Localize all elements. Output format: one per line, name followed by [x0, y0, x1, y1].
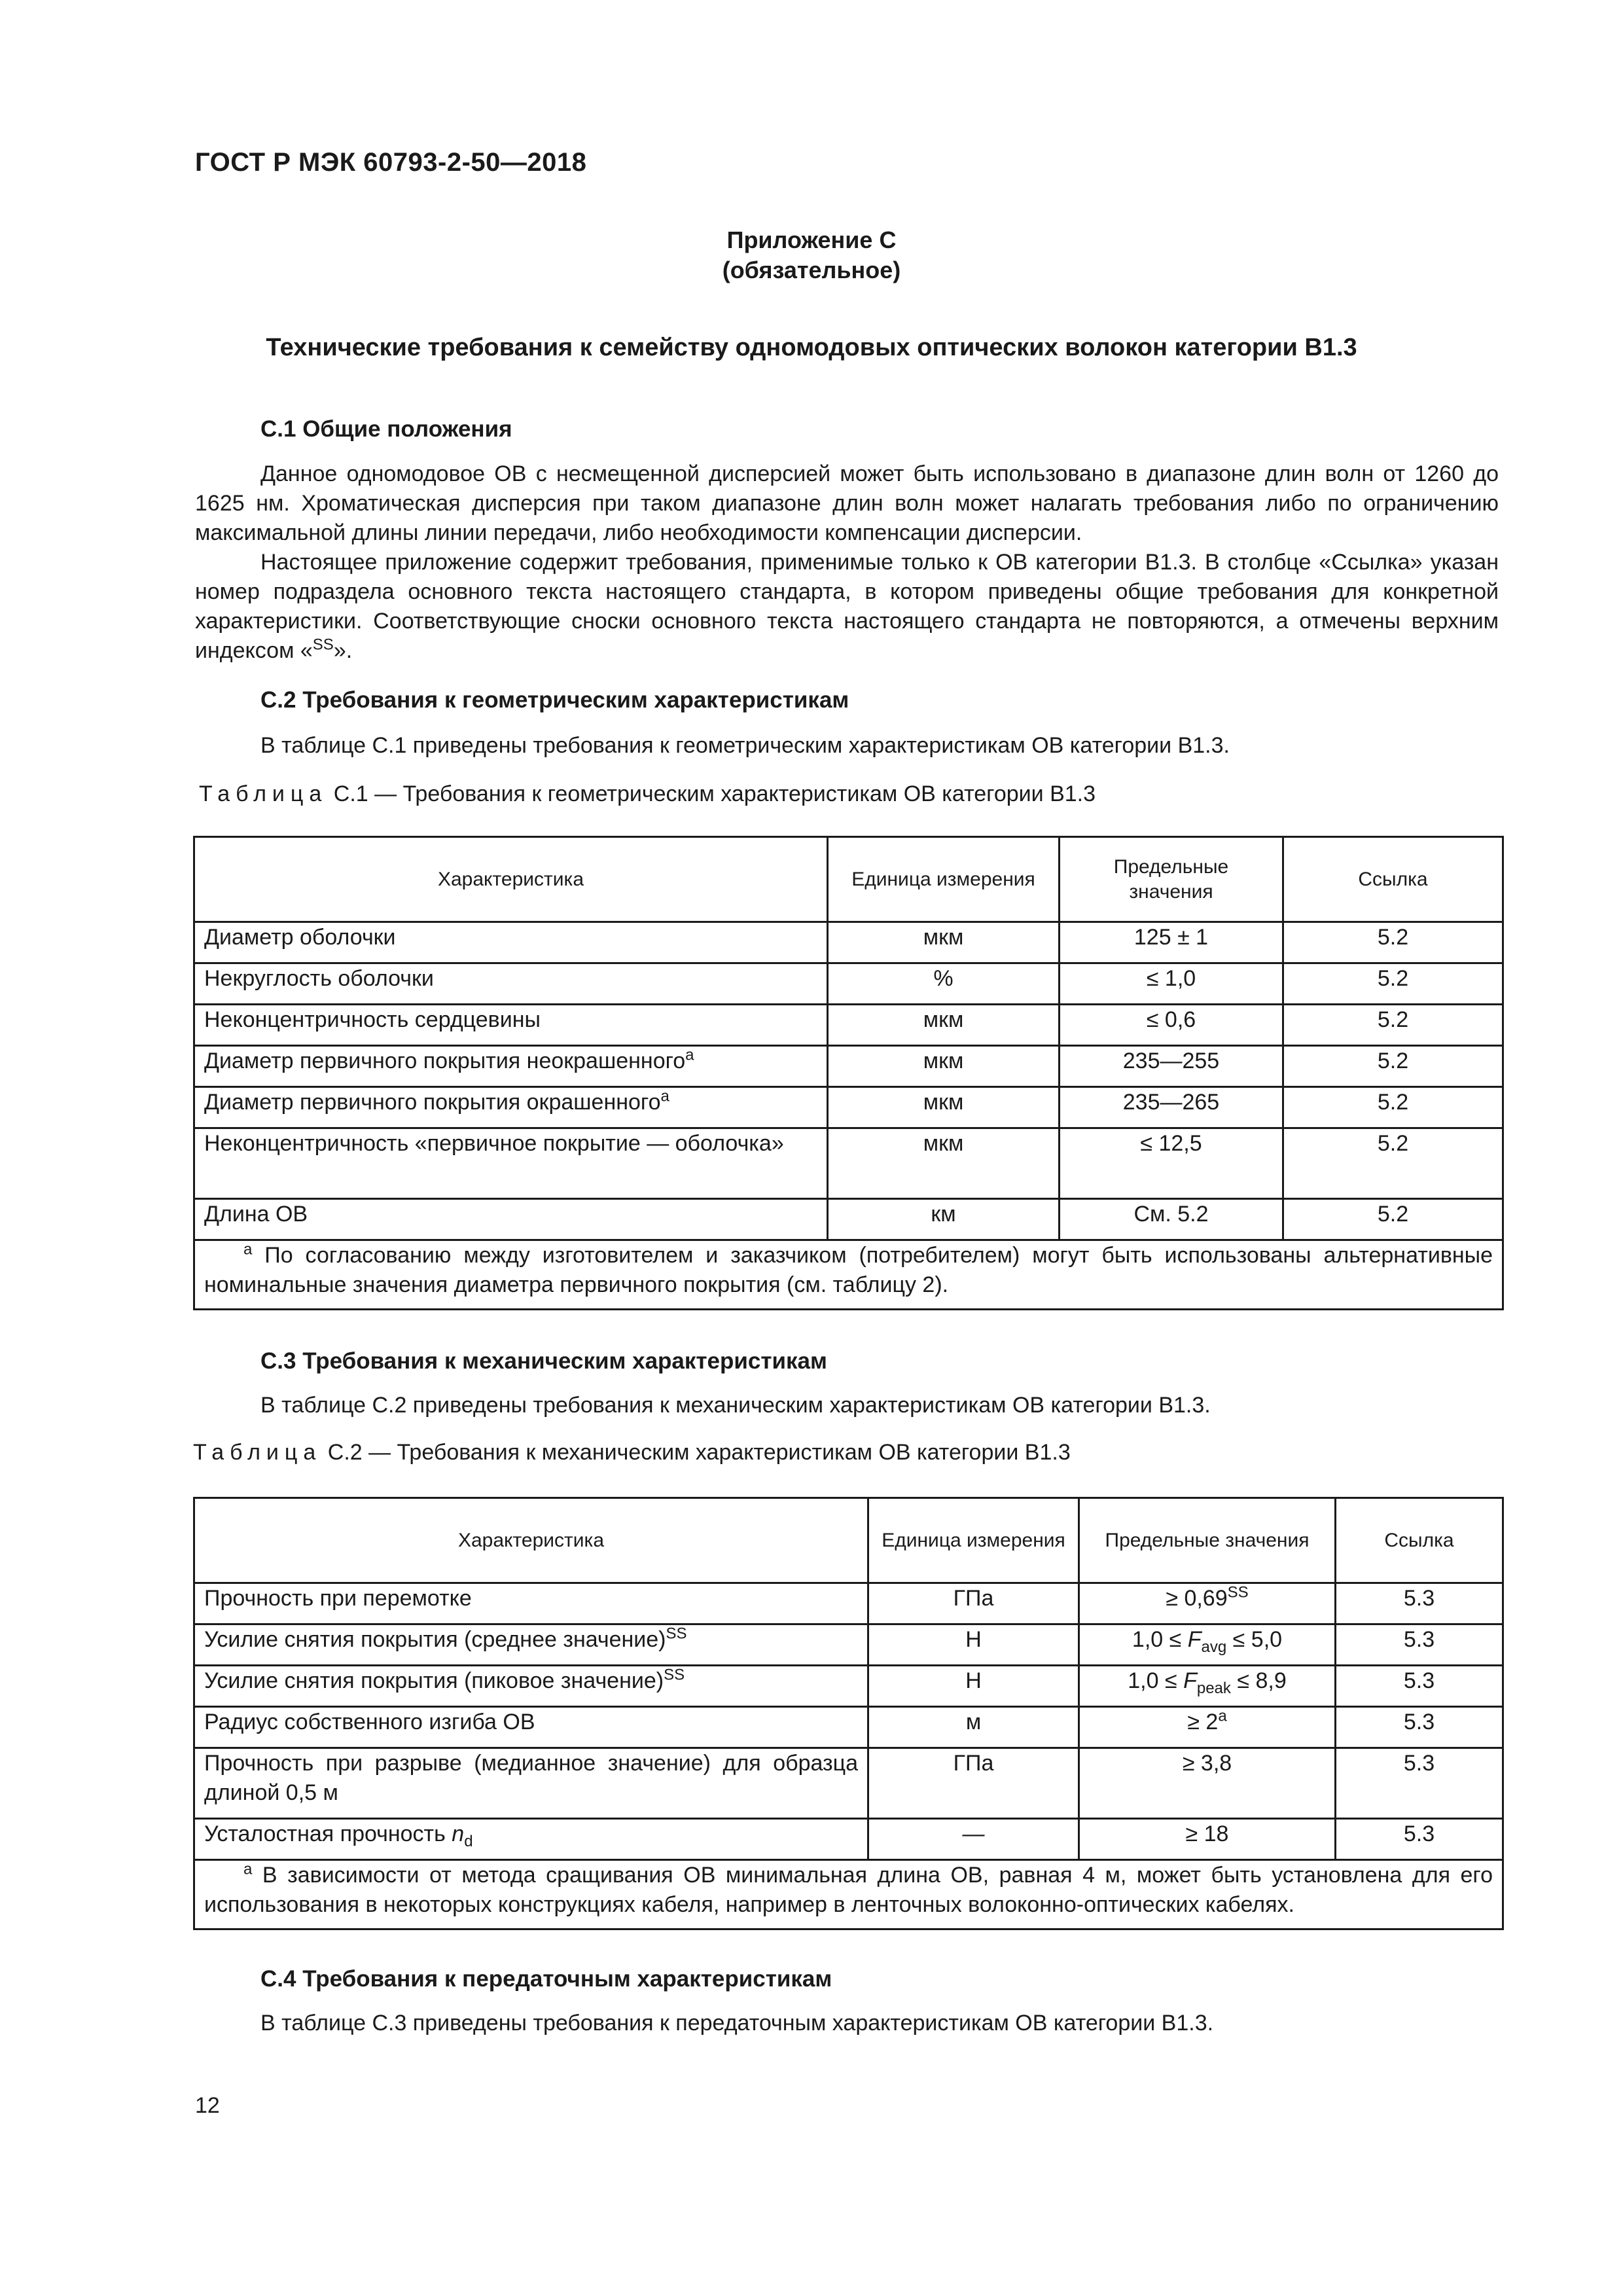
cell-value: 235—255 [1060, 1046, 1283, 1087]
footnote-text: В зависимости от метода сращивания ОВ минимальная длина ОВ, равная 4 м, может быть установлена для его использования в некоторых конструкциях кабеля, например в ленточных волоконно-оптических кабелях. [204, 1863, 1493, 1917]
characteristic-text: Диаметр первичного покрытия неокрашенного [204, 1049, 686, 1073]
section-c2-heading: С.2 Требования к геометрическим характеристикам [260, 687, 849, 713]
cell-reference: 5.3 [1336, 1819, 1503, 1860]
table-c1-caption [199, 781, 1096, 807]
cell-value: ≤ 12,5 [1060, 1128, 1283, 1199]
cell-reference: 5.3 [1336, 1666, 1503, 1707]
caption-text: С.2 — Требования к механическим характеристикам ОВ категории В1.3 [321, 1440, 1071, 1465]
section-c4-heading: С.4 Требования к передаточным характеристикам [260, 1966, 832, 1992]
cell-value [1079, 1666, 1336, 1707]
cell-reference: 5.2 [1283, 922, 1503, 963]
annex-heading: Технические требования к семейству одномодовых оптических волокон категории B1.3 [266, 334, 1357, 361]
table-row [194, 922, 1503, 963]
cell-unit: мкм [828, 1087, 1060, 1128]
footnote-marker: a [243, 1240, 253, 1259]
table-footnote-row [194, 1860, 1503, 1929]
cell-reference: 5.2 [1283, 1046, 1503, 1087]
cell-characteristic: Неконцентричность сердцевины [194, 1005, 828, 1046]
characteristic-symbol: n [452, 1821, 465, 1846]
cell-characteristic: Диаметр оболочки [194, 922, 828, 963]
cell-characteristic: Прочность при разрыве (медианное значение) для образца длиной 0,5 м [194, 1748, 868, 1819]
value-subscript: peak [1196, 1679, 1231, 1697]
cell-characteristic: Неконцентричность «первичное покрытие — оболочка» [194, 1128, 828, 1199]
cell-value: ≥ 3,8 [1079, 1748, 1336, 1819]
cell-value: ≥ 18 [1079, 1819, 1336, 1860]
table-footnote [194, 1240, 1503, 1310]
table-row [194, 1087, 1503, 1128]
cell-value [1079, 1624, 1336, 1666]
cell-unit: ГПа [868, 1748, 1079, 1819]
header-reference: Ссылка [1336, 1498, 1503, 1583]
annex-title: Приложение С [726, 226, 897, 253]
cell-value: См. 5.2 [1060, 1199, 1283, 1240]
superscript-index: SS [312, 636, 334, 654]
cell-reference: 5.2 [1283, 963, 1503, 1005]
cell-unit: Н [868, 1666, 1079, 1707]
table-header-row [194, 837, 1503, 922]
table-header-row [194, 1498, 1503, 1583]
value-text: ≥ 0,69 [1166, 1586, 1228, 1611]
document-code: ГОСТ Р МЭК 60793-2-50—2018 [195, 148, 587, 177]
cell-characteristic: Прочность при перемотке [194, 1583, 868, 1624]
cell-unit: км [828, 1199, 1060, 1240]
table-row [194, 1128, 1503, 1199]
table-row [194, 1046, 1503, 1087]
cell-unit: — [868, 1819, 1079, 1860]
header-unit: Единица измерения [868, 1498, 1079, 1583]
table-row [194, 1666, 1503, 1707]
cell-characteristic [194, 1624, 868, 1666]
caption-word: Таблица [199, 781, 328, 806]
characteristic-text: Усилие снятия покрытия (пиковое значение) [204, 1668, 664, 1693]
cell-unit: мкм [828, 922, 1060, 963]
cell-value: 125 ± 1 [1060, 922, 1283, 963]
characteristic-text: Усталостная прочность [204, 1821, 452, 1846]
value-symbol: F [1187, 1627, 1202, 1652]
cell-value [1079, 1707, 1336, 1748]
header-limits: Предельные значения [1060, 837, 1283, 922]
cell-value: 235—265 [1060, 1087, 1283, 1128]
section-c1-paragraph-1: Данное одномодовое ОВ с несмещенной дисперсией может быть использовано в диапазоне длин волн от 1260 до 1625 нм. Хроматическая дисперсия при таком диапазоне длин волн может налагать требования либо по ограничению максимальной длины линии передачи, либо необходимости компенсации дисперсии. [195, 461, 1499, 545]
table-row [194, 963, 1503, 1005]
cell-value [1079, 1583, 1336, 1624]
header-reference: Ссылка [1283, 837, 1503, 922]
cell-characteristic [194, 1819, 868, 1860]
section-c1-paragraph-2 [195, 548, 1499, 666]
superscript-index: SS [666, 1624, 687, 1643]
table-row [194, 1707, 1503, 1748]
superscript-index: SS [664, 1666, 685, 1684]
characteristic-text: Усилие снятия покрытия (среднее значение) [204, 1627, 666, 1652]
header-characteristic: Характеристика [194, 1498, 868, 1583]
cell-characteristic: Длина ОВ [194, 1199, 828, 1240]
table-c2 [193, 1497, 1504, 1930]
table-row [194, 1819, 1503, 1860]
footnote-marker: a [243, 1860, 253, 1878]
footnote-text: По согласованию между изготовителем и заказчиком (потребителем) могут быть использованы альтернативные номинальные значения диаметра первичного покрытия (см. таблицу 2). [204, 1243, 1493, 1297]
value-superscript: SS [1227, 1583, 1249, 1602]
table-row [194, 1005, 1503, 1046]
section-c4-intro: В таблице С.3 приведены требования к передаточным характеристикам ОВ категории В1.3. [260, 2011, 1214, 2036]
cell-reference: 5.3 [1336, 1583, 1503, 1624]
cell-unit: мкм [828, 1128, 1060, 1199]
table-row [194, 1199, 1503, 1240]
section-c2-intro: В таблице С.1 приведены требования к геометрическим характеристикам ОВ категории В1.3. [260, 733, 1230, 758]
table-c1 [193, 836, 1504, 1310]
cell-reference: 5.2 [1283, 1005, 1503, 1046]
cell-characteristic: Некруглость оболочки [194, 963, 828, 1005]
cell-characteristic: Радиус собственного изгиба ОВ [194, 1707, 868, 1748]
section-c1-heading: С.1 Общие положения [260, 416, 512, 442]
table-footnote [194, 1860, 1503, 1929]
cell-value: ≤ 1,0 [1060, 963, 1283, 1005]
caption-text: С.1 — Требования к геометрическим характеристикам ОВ категории В1.3 [327, 781, 1096, 806]
cell-value: ≤ 0,6 [1060, 1005, 1283, 1046]
table-row [194, 1624, 1503, 1666]
cell-reference: 5.3 [1336, 1748, 1503, 1819]
page-number: 12 [195, 2093, 220, 2118]
cell-characteristic [194, 1087, 828, 1128]
table-row [194, 1748, 1503, 1819]
footnote-marker: a [660, 1087, 669, 1105]
cell-reference: 5.3 [1336, 1624, 1503, 1666]
cell-reference: 5.2 [1283, 1199, 1503, 1240]
table-row [194, 1583, 1503, 1624]
value-text: ≤ 8,9 [1230, 1668, 1287, 1693]
value-text: ≤ 5,0 [1226, 1627, 1283, 1652]
paragraph-end: ». [333, 638, 353, 663]
value-subscript: avg [1201, 1638, 1227, 1656]
header-limits: Предельные значения [1079, 1498, 1336, 1583]
cell-reference: 5.2 [1283, 1128, 1503, 1199]
cell-unit: Н [868, 1624, 1079, 1666]
annex-status: (обязательное) [722, 257, 901, 283]
value-text: 1,0 ≤ [1132, 1627, 1188, 1652]
cell-reference: 5.2 [1283, 1087, 1503, 1128]
footnote-marker: a [685, 1046, 694, 1064]
cell-unit: мкм [828, 1046, 1060, 1087]
table-c2-caption [193, 1440, 1071, 1465]
cell-characteristic [194, 1666, 868, 1707]
section-c3-intro: В таблице С.2 приведены требования к механическим характеристикам ОВ категории В1.3. [260, 1393, 1211, 1418]
value-text: 1,0 ≤ [1128, 1668, 1184, 1693]
value-symbol: F [1183, 1668, 1197, 1693]
cell-unit: м [868, 1707, 1079, 1748]
cell-characteristic [194, 1046, 828, 1087]
paragraph-text: Настоящее приложение содержит требования, применимые только к ОВ категории В1.3. В столбце «Ссылка» указан номер подраздела основного текста настоящего стандарта, в котором приведены общие требования для конкретной характеристики. Соответствующие сноски основного текста настоящего стандарта не повторяются, а отмечены верхним индексом « [195, 550, 1499, 663]
cell-unit: мкм [828, 1005, 1060, 1046]
cell-unit: % [828, 963, 1060, 1005]
header-characteristic: Характеристика [194, 837, 828, 922]
caption-word: Таблица [193, 1440, 322, 1465]
header-unit: Единица измерения [828, 837, 1060, 922]
characteristic-subscript: d [464, 1832, 473, 1850]
characteristic-text: Диаметр первичного покрытия окрашенного [204, 1090, 661, 1115]
table-footnote-row [194, 1240, 1503, 1310]
cell-reference: 5.3 [1336, 1707, 1503, 1748]
cell-unit: ГПа [868, 1583, 1079, 1624]
footnote-marker: a [1218, 1707, 1227, 1725]
value-text: ≥ 2 [1187, 1710, 1219, 1734]
section-c3-heading: С.3 Требования к механическим характеристикам [260, 1348, 827, 1374]
section-c1-body [195, 459, 1499, 666]
